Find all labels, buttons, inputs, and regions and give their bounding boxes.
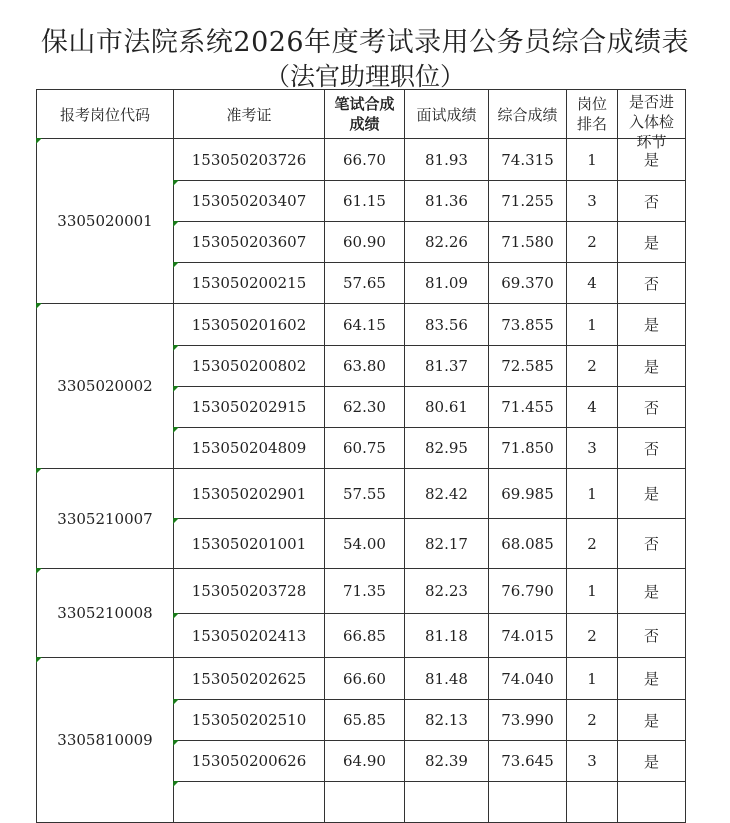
physical-exam-cell: 是	[618, 139, 686, 181]
rank-cell: 4	[567, 263, 618, 304]
written-score-cell: 64.15	[325, 304, 405, 346]
page-subtitle: （法官助理职位）	[264, 62, 465, 91]
interview-score-cell	[405, 782, 489, 823]
physical-exam-cell: 否	[618, 387, 686, 428]
rank-cell: 3	[567, 428, 618, 469]
physical-exam-cell: 是	[618, 741, 686, 782]
interview-score-cell: 82.13	[405, 700, 489, 741]
rank-cell: 2	[567, 346, 618, 387]
ticket-cell: 153050202625	[174, 658, 325, 700]
written-score-cell: 64.90	[325, 741, 405, 782]
written-score-cell: 57.55	[325, 469, 405, 519]
header-rank: 岗位 排名	[567, 90, 618, 139]
written-score-cell	[325, 782, 405, 823]
written-score-cell: 57.65	[325, 263, 405, 304]
position-code-cell: 3305810009	[37, 658, 174, 823]
table-row	[37, 469, 686, 519]
physical-exam-cell: 是	[618, 346, 686, 387]
total-score-cell: 73.990	[489, 700, 567, 741]
rank-cell	[567, 782, 618, 823]
ticket-cell: 153050202915	[174, 387, 325, 428]
written-score-cell: 62.30	[325, 387, 405, 428]
interview-score-cell: 81.37	[405, 346, 489, 387]
interview-score-cell: 81.36	[405, 181, 489, 222]
total-score-cell: 73.855	[489, 304, 567, 346]
rank-cell: 4	[567, 387, 618, 428]
table-row	[37, 569, 686, 614]
interview-score-cell: 82.39	[405, 741, 489, 782]
ticket-cell: 153050200626	[174, 741, 325, 782]
physical-exam-cell: 是	[618, 658, 686, 700]
total-score-cell: 71.850	[489, 428, 567, 469]
ticket-cell: 153050201001	[174, 519, 325, 569]
header-interview: 面试成绩	[405, 90, 489, 139]
interview-score-cell: 82.17	[405, 519, 489, 569]
ticket-cell: 153050204809	[174, 428, 325, 469]
interview-score-cell: 81.48	[405, 658, 489, 700]
ticket-cell: 153050203607	[174, 222, 325, 263]
position-code-cell: 3305210007	[37, 469, 174, 569]
physical-exam-cell: 是	[618, 569, 686, 614]
physical-exam-cell: 否	[618, 519, 686, 569]
physical-exam-cell: 否	[618, 614, 686, 658]
total-score-cell: 69.985	[489, 469, 567, 519]
header-ticket: 准考证	[174, 90, 325, 139]
written-score-cell: 66.60	[325, 658, 405, 700]
ticket-cell: 153050202510	[174, 700, 325, 741]
table-row	[37, 658, 686, 700]
rank-cell: 1	[567, 569, 618, 614]
position-code-cell: 3305020001	[37, 139, 174, 304]
ticket-cell: 153050202413	[174, 614, 325, 658]
written-score-cell: 71.35	[325, 569, 405, 614]
written-score-cell: 63.80	[325, 346, 405, 387]
interview-score-cell: 82.42	[405, 469, 489, 519]
interview-score-cell: 82.23	[405, 569, 489, 614]
rank-cell: 2	[567, 614, 618, 658]
total-score-cell	[489, 782, 567, 823]
header-row	[37, 90, 686, 139]
table-row	[37, 139, 686, 181]
ticket-cell: 153050203726	[174, 139, 325, 181]
physical-exam-cell: 否	[618, 181, 686, 222]
total-score-cell: 68.085	[489, 519, 567, 569]
total-score-cell: 71.455	[489, 387, 567, 428]
written-score-cell: 60.75	[325, 428, 405, 469]
rank-cell: 2	[567, 222, 618, 263]
interview-score-cell: 80.61	[405, 387, 489, 428]
header-total: 综合成绩	[489, 90, 567, 139]
total-score-cell: 71.255	[489, 181, 567, 222]
physical-exam-cell: 是	[618, 222, 686, 263]
total-score-cell: 74.015	[489, 614, 567, 658]
total-score-cell: 71.580	[489, 222, 567, 263]
total-score-cell: 74.040	[489, 658, 567, 700]
page-title: 保山市法院系统2026年度考试录用公务员综合成绩表	[40, 27, 690, 58]
written-score-cell: 66.85	[325, 614, 405, 658]
physical-exam-cell: 否	[618, 428, 686, 469]
written-score-cell: 66.70	[325, 139, 405, 181]
physical-exam-cell: 否	[618, 263, 686, 304]
header-written: 笔试合成 成绩	[325, 90, 405, 139]
ticket-cell	[174, 782, 325, 823]
table-body	[37, 139, 686, 823]
ticket-cell: 153050200802	[174, 346, 325, 387]
written-score-cell: 54.00	[325, 519, 405, 569]
total-score-cell: 69.370	[489, 263, 567, 304]
physical-exam-cell: 是	[618, 304, 686, 346]
rank-cell: 1	[567, 658, 618, 700]
interview-score-cell: 81.18	[405, 614, 489, 658]
written-score-cell: 61.15	[325, 181, 405, 222]
header-physical-exam: 是否进 入体检 环节	[618, 90, 686, 139]
total-score-cell: 73.645	[489, 741, 567, 782]
ticket-cell: 153050203728	[174, 569, 325, 614]
interview-score-cell: 82.26	[405, 222, 489, 263]
ticket-cell: 153050203407	[174, 181, 325, 222]
rank-cell: 3	[567, 741, 618, 782]
ticket-cell: 153050200215	[174, 263, 325, 304]
table-row	[37, 304, 686, 346]
position-code-cell: 3305210008	[37, 569, 174, 658]
ticket-cell: 153050202901	[174, 469, 325, 519]
rank-cell: 1	[567, 139, 618, 181]
interview-score-cell: 81.93	[405, 139, 489, 181]
physical-exam-cell: 是	[618, 469, 686, 519]
written-score-cell: 65.85	[325, 700, 405, 741]
rank-cell: 1	[567, 304, 618, 346]
header-code: 报考岗位代码	[37, 90, 174, 139]
total-score-cell: 74.315	[489, 139, 567, 181]
rank-cell: 3	[567, 181, 618, 222]
interview-score-cell: 83.56	[405, 304, 489, 346]
ticket-cell: 153050201602	[174, 304, 325, 346]
rank-cell: 2	[567, 700, 618, 741]
physical-exam-cell	[618, 782, 686, 823]
written-score-cell: 60.90	[325, 222, 405, 263]
total-score-cell: 76.790	[489, 569, 567, 614]
score-table	[36, 89, 686, 823]
interview-score-cell: 82.95	[405, 428, 489, 469]
position-code-cell: 3305020002	[37, 304, 174, 469]
total-score-cell: 72.585	[489, 346, 567, 387]
rank-cell: 2	[567, 519, 618, 569]
physical-exam-cell: 是	[618, 700, 686, 741]
interview-score-cell: 81.09	[405, 263, 489, 304]
rank-cell: 1	[567, 469, 618, 519]
